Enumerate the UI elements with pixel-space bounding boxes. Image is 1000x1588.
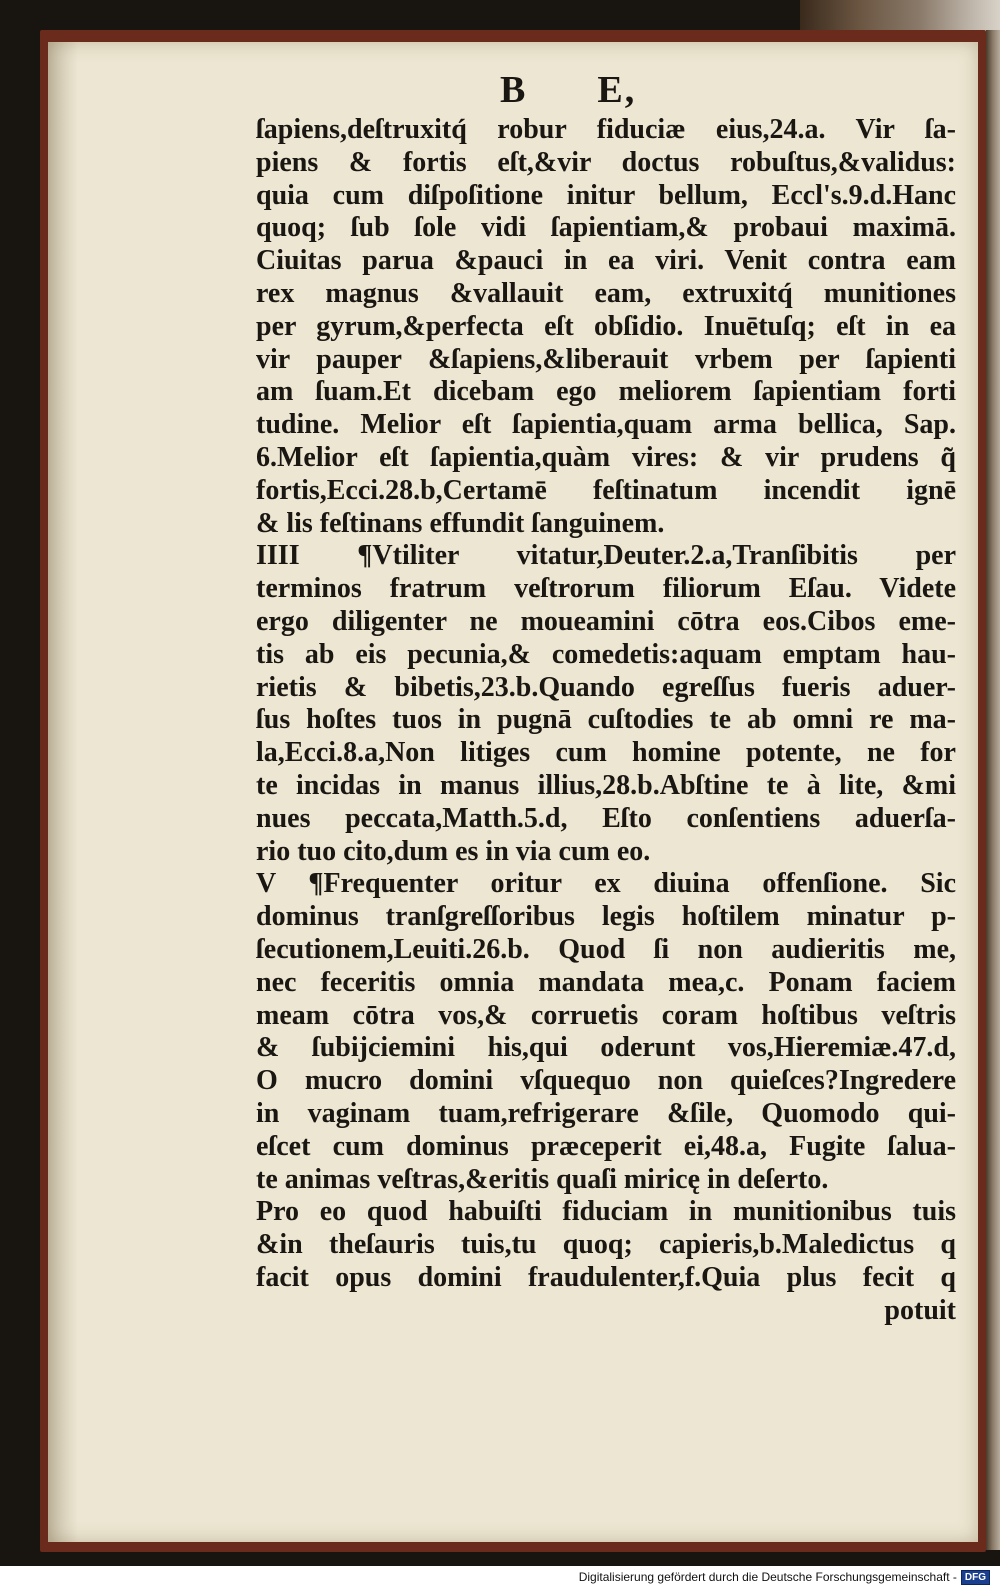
header-letter-b: B [500,69,528,111]
book-fore-edge [986,30,1000,1550]
text-line: fortis,Ecci.28.b,Certamē feſtinatum incendit ignē [256,474,956,506]
text-line: Pro eo quod habuiſti fiduciam in munitionibus tuis [256,1196,956,1228]
text-line: nues peccata,Matth.5.d, Eſto conſentiens aduerſa- [256,802,956,834]
text-line: am ſuam.Et dicebam ego meliorem ſapientiam forti [256,376,956,408]
text-line: 6.Melior eſt ſapientia,quàm vires: & vir prudens q̃ [256,441,956,473]
text-line: la,Ecci.8.a,Non litiges cum homine potente, ne for [256,737,956,769]
text-line: tudine. Melior eſt ſapientia,quam arma bellica, Sap. [256,409,956,441]
text-line: rietis & bibetis,23.b.Quando egreſſus fueris aduer- [256,671,956,703]
text-line: dominus tranſgreſſoribus legis hoſtilem minatur p- [256,901,956,933]
text-line: rio tuo cito,dum es in via cum eo. [256,835,651,867]
dfg-logo: DFG [961,1570,990,1585]
text-line: meam cōtra vos,& corruetis coram hoſtibus veſtris [256,999,956,1031]
text-line: nec feceritis omnia mandata mea,c. Ponam faciem [256,966,956,998]
text-line: ſus hoſtes tuos in pugnā cuſtodies te ab omni re ma- [256,704,956,736]
digitization-footer [579,1566,990,1588]
text-line: tis ab eis pecunia,& comedetis:aquam emptam hau- [256,638,956,670]
text-line: O mucro domini vſquequo non quieſces?Ingredere [256,1065,956,1097]
text-line: te incidas in manus illius,28.b.Abſtine te à lite, &mi [256,769,956,801]
header-letter-e: E, [597,69,637,111]
text-line: ſecutionem,Leuiti.26.b. Quod ſi non audieritis me, [256,933,956,965]
text-line: quia cum diſpoſitione initur bellum, Eccl's.9.d.Hanc [256,179,956,211]
text-line: & ſubijciemini his,qui oderunt vos,Hieremiæ.47.d, [256,1032,956,1064]
text-line: ſapiens,deſtruxitq́ robur fiduciæ eius,24.a. Vir ſa- [256,114,956,145]
text-line: te animas veſtras,&eritis quaſi miricę in deſerto. [256,1163,829,1195]
text-line: vir pauper &ſapiens,&liberauit vrbem per ſapienti [256,343,956,375]
text-line: ergo diligenter ne moueamini cōtra eos.Cibos eme- [256,605,956,637]
footer-credit: Digitalisierung gefördert durch die Deutsche Forschungsgemeinschaft - [578,1570,957,1584]
body-text [256,114,956,1327]
text-line: facit opus domini fraudulenter,f.Quia plus fecit q [256,1261,956,1293]
text-line: quoq; ſub ſole vidi ſapientiam,& probaui maximā. [256,212,956,244]
text-line: per gyrum,&perfecta eſt obſidio. Inuētuſq; eſt in ea [256,310,956,342]
gutter-shadow [48,42,78,1542]
running-header [500,68,636,112]
text-line: V ¶Frequenter oritur ex diuina offenſione. Sic [256,868,956,900]
text-line: IIII ¶Vtiliter vitatur,Deuter.2.a,Tranſibitis per [256,540,956,572]
text-line: piens & fortis eſt,&vir doctus robuſtus,&validus: [256,146,956,178]
text-line: &in theſauris tuis,tu quoq; capieris,b.Maledictus q [256,1229,956,1261]
text-line: Ciuitas parua &pauci in ea viri. Venit contra eam [256,245,956,277]
text-line: potuit [884,1294,956,1326]
text-line: rex magnus &vallauit eam, extruxitq́ munitiones [256,277,956,309]
text-line: eſcet cum dominus præceperit ei,48.a, Fugite ſalua- [256,1130,956,1162]
text-line: terminos fratrum veſtrorum filiorum Eſau. Videte [256,573,956,605]
text-line: in vaginam tuam,refrigerare &ſile, Quomodo qui- [256,1097,956,1129]
text-line: & lis feſtinans effundit ſanguinem. [256,507,665,539]
